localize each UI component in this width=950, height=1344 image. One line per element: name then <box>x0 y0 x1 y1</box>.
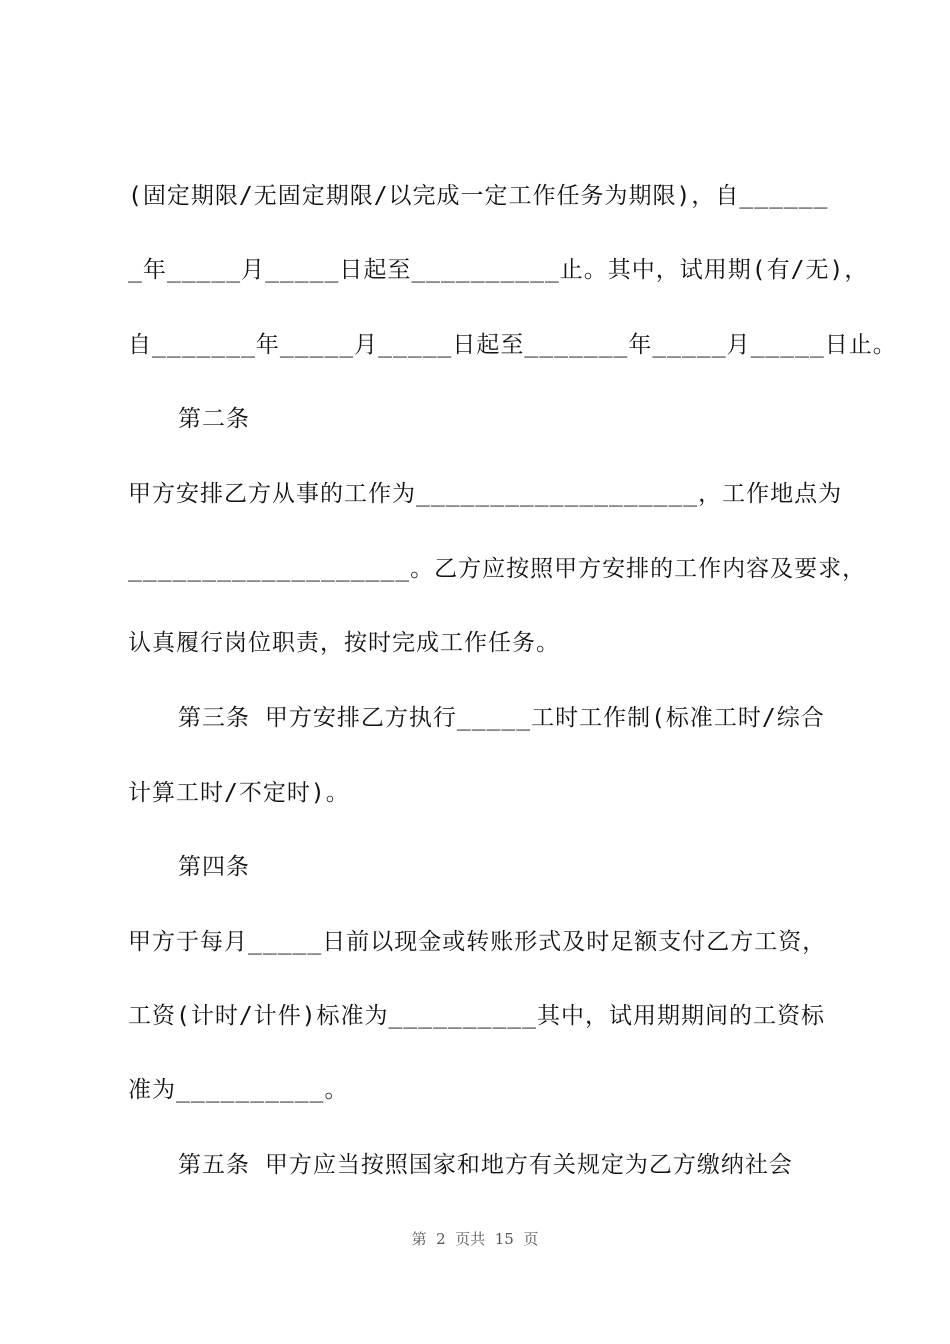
text-line-5: 甲方安排乙方从事的工作为___________________，工作地点为 <box>128 481 843 507</box>
text-line-7: 认真履行岗位职责，按时完成工作任务。 <box>128 630 560 656</box>
article-heading-4: 第四条 <box>178 854 250 880</box>
text-line-9: 计算工时/不定时)。 <box>128 780 350 806</box>
article-heading-2: 第二条 <box>178 406 250 432</box>
article-3-line-1: 第三条 甲方安排乙方执行_____工时工作制(标准工时/综合 <box>178 705 825 731</box>
text-line-13: 准为__________。 <box>128 1077 349 1103</box>
text-line-6: ___________________。乙方应按照甲方安排的工作内容及要求， <box>128 556 867 582</box>
text-line-1: (固定期限/无固定期限/以完成一定工作任务为期限)，自______ <box>128 183 829 209</box>
text-line-3: 自_______年_____月_____日起至_______年_____月_____日止。 <box>128 332 897 358</box>
article-5-line-1: 第五条 甲方应当按照国家和地方有关规定为乙方缴纳社会 <box>178 1152 793 1178</box>
text-line-11: 甲方于每月_____日前以现金或转账形式及时足额支付乙方工资， <box>128 929 827 955</box>
text-line-2: _年_____月_____日起至__________止。其中，试用期(有/无)， <box>128 257 869 283</box>
text-line-12: 工资(计时/计件)标准为__________其中，试用期期间的工资标 <box>128 1003 826 1029</box>
page-footer: 第 2 页共 15 页 <box>411 1230 539 1248</box>
